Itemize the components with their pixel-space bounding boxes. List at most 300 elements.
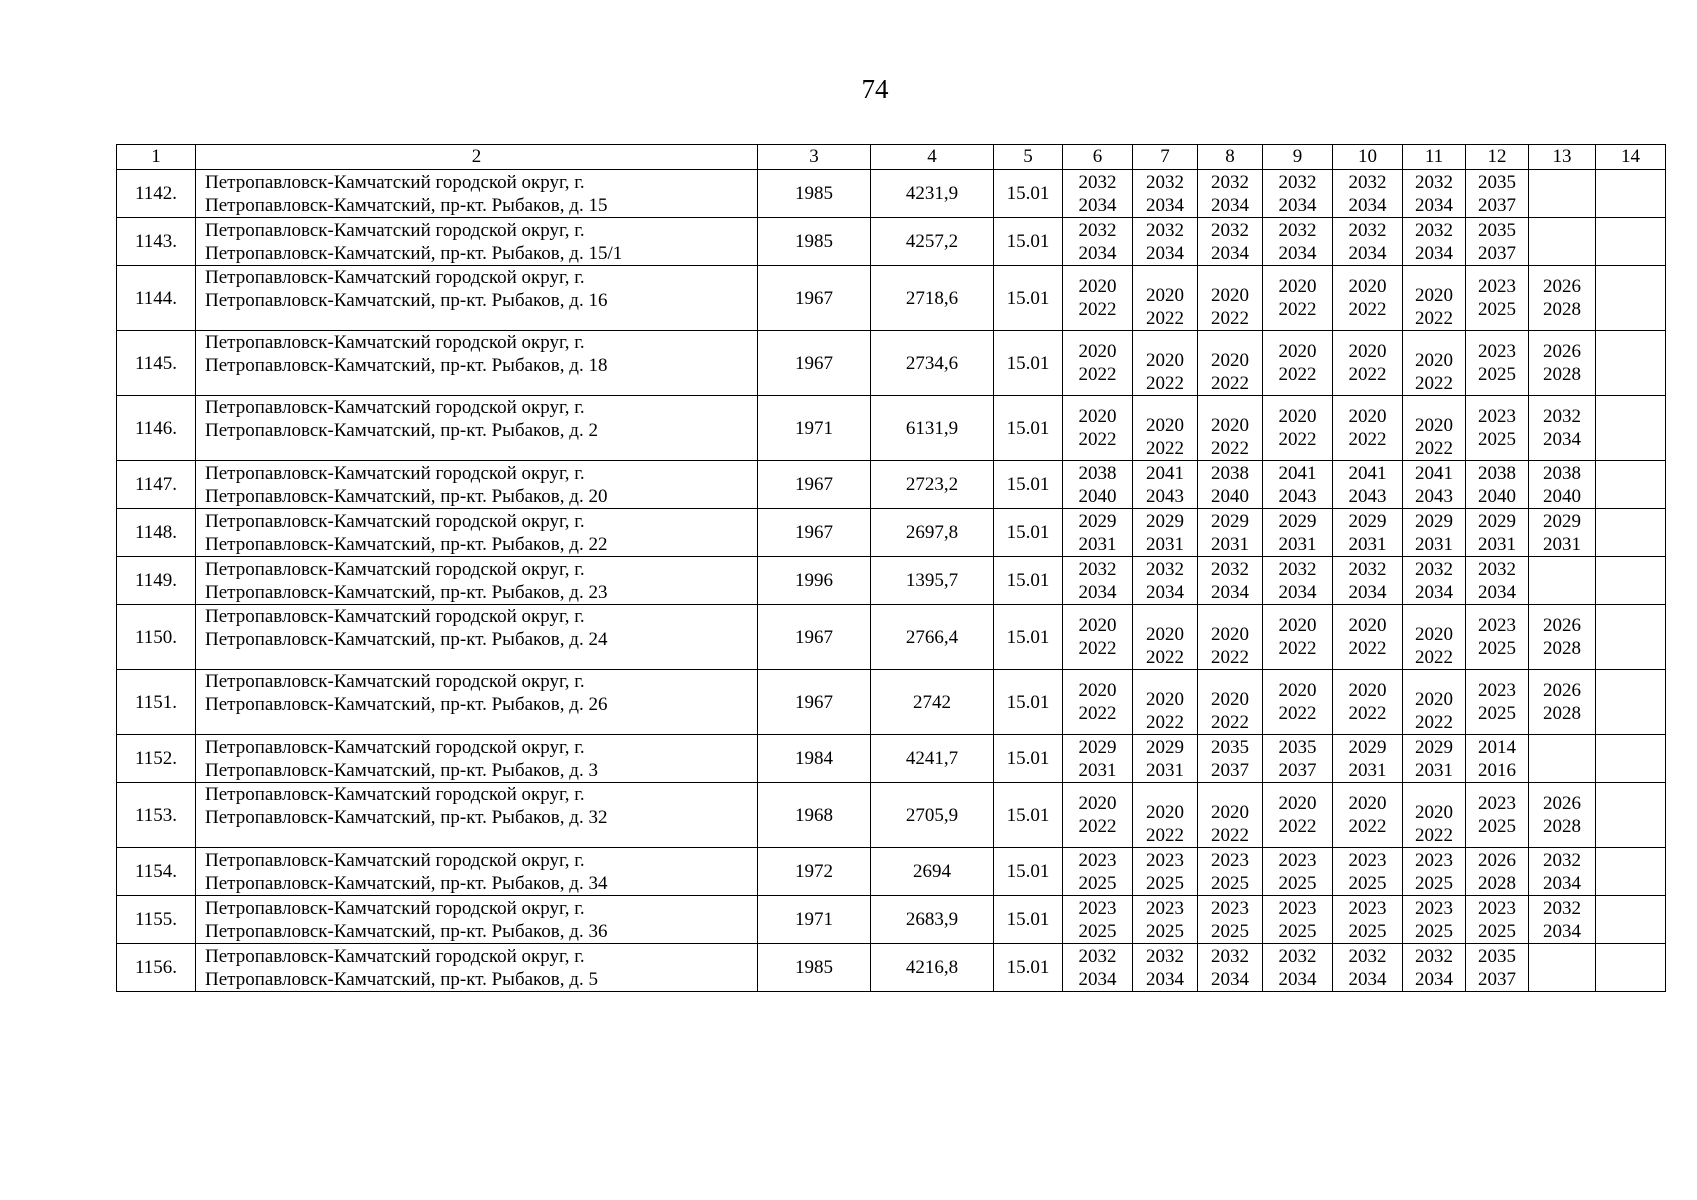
period-start-year: 2014 — [1478, 736, 1516, 758]
period-start-year: 2020 — [1211, 624, 1249, 645]
period-start-year: 2020 — [1415, 285, 1453, 306]
period-start-year: 2032 — [1146, 219, 1184, 241]
period-start-year: 2023 — [1478, 680, 1516, 701]
construction-year-cell: 1971 — [758, 896, 871, 944]
row-number-cell: 1152. — [117, 735, 196, 783]
period-cell — [1063, 670, 1133, 735]
row-number-cell: 1150. — [117, 605, 196, 670]
period-cell — [1198, 266, 1263, 331]
period-end-year: 2016 — [1478, 759, 1516, 781]
period-end-year: 2022 — [1278, 429, 1317, 450]
period-end-year: 2034 — [1278, 581, 1317, 603]
period-start-year: 2029 — [1211, 510, 1249, 532]
period-cell — [1529, 557, 1596, 605]
period-end-year: 2034 — [1211, 242, 1249, 264]
period-cell — [1263, 461, 1333, 509]
period-end-year: 2031 — [1146, 759, 1184, 781]
page-number: 74 — [861, 74, 889, 104]
address-line-1: Петропавловск-Камчатский городской округ, г. — [205, 510, 585, 532]
address-cell — [196, 735, 758, 783]
period-end-year: 2034 — [1278, 968, 1317, 990]
construction-year-cell: 1985 — [758, 170, 871, 218]
address-line-2: Петропавловск-Камчатский, пр-кт. Рыбаков, д. 15 — [205, 194, 608, 216]
area-cell: 1395,7 — [871, 557, 994, 605]
period-cell — [1198, 218, 1263, 266]
period-cell — [1133, 509, 1198, 557]
period-cell — [1333, 266, 1403, 331]
period-cell — [1063, 735, 1133, 783]
period-end-year: 2031 — [1211, 533, 1249, 555]
period-end-year: 2022 — [1348, 703, 1387, 724]
period-start-year: 2020 — [1415, 415, 1453, 436]
period-end-year: 2040 — [1078, 485, 1117, 507]
period-start-year: 2029 — [1078, 736, 1117, 758]
address-line-2: Петропавловск-Камчатский, пр-кт. Рыбаков, д. 15/1 — [205, 242, 623, 264]
period-cell — [1198, 396, 1263, 461]
period-start-year: 2020 — [1348, 680, 1387, 701]
period-cell — [1529, 266, 1596, 331]
period-end-year: 2022 — [1415, 647, 1453, 668]
period-end-year: 2028 — [1543, 299, 1581, 320]
period-cell — [1063, 461, 1133, 509]
period-cell — [1333, 218, 1403, 266]
period-start-year: 2026 — [1543, 680, 1581, 701]
code-cell: 15.01 — [994, 670, 1063, 735]
column-number: 8 — [1198, 145, 1263, 170]
period-cell — [1466, 396, 1529, 461]
address-line-2: Петропавловск-Камчатский, пр-кт. Рыбаков, д. 36 — [205, 920, 608, 942]
period-end-year: 2031 — [1146, 533, 1184, 555]
period-start-year: 2023 — [1478, 897, 1516, 919]
table-row — [117, 944, 1666, 992]
period-cell — [1529, 896, 1596, 944]
period-end-year: 2022 — [1211, 712, 1249, 733]
period-end-year: 2034 — [1348, 242, 1387, 264]
address-cell — [196, 896, 758, 944]
area-cell: 4216,8 — [871, 944, 994, 992]
period-cell — [1063, 605, 1133, 670]
construction-year-cell: 1967 — [758, 605, 871, 670]
period-end-year: 2037 — [1211, 759, 1249, 781]
period-cell — [1529, 396, 1596, 461]
address-line-2: Петропавловск-Камчатский, пр-кт. Рыбаков, д. 32 — [205, 807, 608, 828]
row-number-cell: 1148. — [117, 509, 196, 557]
period-cell — [1063, 944, 1133, 992]
period-end-year: 2022 — [1078, 364, 1117, 385]
period-end-year: 2022 — [1348, 429, 1387, 450]
address-line-1: Петропавловск-Камчатский городской округ, г. — [205, 171, 585, 193]
column-number: 6 — [1063, 145, 1133, 170]
column-number: 11 — [1403, 145, 1466, 170]
period-cell — [1596, 509, 1666, 557]
column-number: 1 — [117, 145, 196, 170]
period-end-year: 2025 — [1478, 429, 1516, 450]
period-end-year: 2034 — [1543, 872, 1581, 894]
period-cell — [1063, 896, 1133, 944]
code-cell: 15.01 — [994, 509, 1063, 557]
period-start-year: 2032 — [1146, 171, 1184, 193]
period-start-year: 2029 — [1348, 510, 1387, 532]
period-end-year: 2037 — [1478, 242, 1516, 264]
period-cell — [1403, 896, 1466, 944]
period-start-year: 2020 — [1146, 415, 1184, 436]
period-start-year: 2032 — [1278, 558, 1317, 580]
period-start-year: 2029 — [1146, 510, 1184, 532]
period-cell — [1063, 266, 1133, 331]
period-start-year: 2032 — [1078, 171, 1117, 193]
period-start-year: 2032 — [1078, 558, 1117, 580]
area-cell: 4241,7 — [871, 735, 994, 783]
period-cell — [1529, 783, 1596, 848]
area-cell: 2742 — [871, 670, 994, 735]
period-start-year: 2035 — [1278, 736, 1317, 758]
table-row — [117, 735, 1666, 783]
period-end-year: 2034 — [1478, 581, 1516, 603]
period-start-year: 2020 — [1211, 802, 1249, 823]
construction-year-cell: 1967 — [758, 509, 871, 557]
address-cell — [196, 170, 758, 218]
period-end-year: 2031 — [1543, 533, 1581, 555]
period-end-year: 2022 — [1415, 438, 1453, 459]
period-cell — [1133, 783, 1198, 848]
period-start-year: 2023 — [1278, 849, 1317, 871]
period-end-year: 2031 — [1078, 759, 1117, 781]
table-row — [117, 557, 1666, 605]
period-cell — [1403, 396, 1466, 461]
period-cell — [1263, 944, 1333, 992]
period-end-year: 2043 — [1278, 485, 1317, 507]
period-start-year: 2020 — [1146, 624, 1184, 645]
period-cell — [1133, 896, 1198, 944]
address-line-2: Петропавловск-Камчатский, пр-кт. Рыбаков, д. 18 — [205, 355, 608, 376]
period-end-year: 2022 — [1415, 308, 1453, 329]
period-cell — [1063, 848, 1133, 896]
period-cell — [1333, 944, 1403, 992]
period-end-year: 2022 — [1348, 299, 1387, 320]
period-cell — [1333, 509, 1403, 557]
period-start-year: 2023 — [1211, 849, 1249, 871]
period-cell — [1263, 266, 1333, 331]
period-start-year: 2032 — [1146, 945, 1184, 967]
period-cell — [1596, 218, 1666, 266]
period-end-year: 2025 — [1211, 920, 1249, 942]
period-cell — [1133, 170, 1198, 218]
period-start-year: 2029 — [1278, 510, 1317, 532]
period-end-year: 2031 — [1348, 759, 1387, 781]
address-cell — [196, 670, 758, 735]
period-cell — [1333, 396, 1403, 461]
period-start-year: 2032 — [1348, 219, 1387, 241]
row-number-cell: 1156. — [117, 944, 196, 992]
period-cell — [1466, 944, 1529, 992]
period-end-year: 2022 — [1078, 299, 1117, 320]
construction-year-cell: 1968 — [758, 783, 871, 848]
period-cell — [1263, 396, 1333, 461]
period-start-year: 2032 — [1146, 558, 1184, 580]
period-start-year: 2029 — [1146, 736, 1184, 758]
period-start-year: 2023 — [1211, 897, 1249, 919]
period-end-year: 2025 — [1078, 920, 1117, 942]
row-number-cell: 1144. — [117, 266, 196, 331]
period-start-year: 2038 — [1543, 462, 1581, 484]
period-end-year: 2025 — [1146, 872, 1184, 894]
period-start-year: 2032 — [1415, 219, 1453, 241]
period-cell — [1596, 557, 1666, 605]
period-cell — [1529, 331, 1596, 396]
period-cell — [1466, 605, 1529, 670]
period-cell — [1403, 170, 1466, 218]
table-body — [117, 145, 1666, 992]
period-start-year: 2029 — [1415, 736, 1453, 758]
address-cell — [196, 509, 758, 557]
period-start-year: 2032 — [1278, 219, 1317, 241]
construction-year-cell: 1985 — [758, 944, 871, 992]
period-end-year: 2037 — [1478, 194, 1516, 216]
period-end-year: 2034 — [1078, 242, 1117, 264]
period-cell — [1403, 670, 1466, 735]
period-end-year: 2028 — [1543, 638, 1581, 659]
period-cell — [1133, 396, 1198, 461]
period-start-year: 2035 — [1478, 171, 1516, 193]
period-end-year: 2034 — [1278, 194, 1317, 216]
column-number: 12 — [1466, 145, 1529, 170]
address-line-2: Петропавловск-Камчатский, пр-кт. Рыбаков, д. 5 — [205, 968, 598, 990]
table-row — [117, 218, 1666, 266]
period-end-year: 2025 — [1078, 872, 1117, 894]
period-cell — [1403, 735, 1466, 783]
period-start-year: 2020 — [1348, 615, 1387, 636]
period-cell — [1596, 605, 1666, 670]
period-end-year: 2037 — [1278, 759, 1317, 781]
period-end-year: 2031 — [1078, 533, 1117, 555]
period-end-year: 2034 — [1348, 968, 1387, 990]
period-start-year: 2032 — [1415, 171, 1453, 193]
address-line-1: Петропавловск-Камчатский городской округ, г. — [205, 558, 585, 580]
period-end-year: 2034 — [1078, 581, 1117, 603]
address-cell — [196, 944, 758, 992]
period-start-year: 2020 — [1211, 350, 1249, 371]
construction-year-cell: 1984 — [758, 735, 871, 783]
address-cell — [196, 557, 758, 605]
period-end-year: 2025 — [1415, 920, 1453, 942]
column-number: 4 — [871, 145, 994, 170]
period-start-year: 2029 — [1348, 736, 1387, 758]
address-line-2: Петропавловск-Камчатский, пр-кт. Рыбаков, д. 23 — [205, 581, 608, 603]
period-end-year: 2031 — [1278, 533, 1317, 555]
table-row — [117, 509, 1666, 557]
period-start-year: 2023 — [1415, 897, 1453, 919]
period-end-year: 2034 — [1078, 194, 1117, 216]
period-cell — [1529, 670, 1596, 735]
period-end-year: 2025 — [1211, 872, 1249, 894]
period-start-year: 2023 — [1478, 793, 1516, 814]
period-cell — [1063, 170, 1133, 218]
address-line-1: Петропавловск-Камчатский городской округ, г. — [205, 397, 585, 418]
period-end-year: 2037 — [1478, 968, 1516, 990]
period-cell — [1466, 218, 1529, 266]
table-row — [117, 605, 1666, 670]
period-end-year: 2034 — [1543, 429, 1581, 450]
period-cell — [1133, 670, 1198, 735]
address-cell — [196, 605, 758, 670]
period-cell — [1198, 783, 1263, 848]
period-start-year: 2020 — [1278, 276, 1317, 297]
period-end-year: 2034 — [1415, 968, 1453, 990]
period-end-year: 2022 — [1146, 825, 1184, 846]
period-cell — [1198, 735, 1263, 783]
period-start-year: 2020 — [1348, 276, 1387, 297]
period-end-year: 2028 — [1543, 816, 1581, 837]
period-start-year: 2020 — [1278, 615, 1317, 636]
construction-year-cell: 1996 — [758, 557, 871, 605]
period-end-year: 2022 — [1348, 638, 1387, 659]
area-cell: 2723,2 — [871, 461, 994, 509]
row-number-cell: 1142. — [117, 170, 196, 218]
address-line-1: Петропавловск-Камчатский городской округ, г. — [205, 462, 585, 484]
address-line-2: Петропавловск-Камчатский, пр-кт. Рыбаков, д. 2 — [205, 420, 598, 441]
period-start-year: 2032 — [1278, 945, 1317, 967]
period-end-year: 2022 — [1078, 703, 1117, 724]
period-end-year: 2022 — [1078, 638, 1117, 659]
period-end-year: 2022 — [1146, 438, 1184, 459]
area-cell: 2694 — [871, 848, 994, 896]
period-start-year: 2020 — [1078, 793, 1117, 814]
period-start-year: 2020 — [1415, 802, 1453, 823]
period-cell — [1596, 783, 1666, 848]
period-cell — [1133, 944, 1198, 992]
period-end-year: 2034 — [1543, 920, 1581, 942]
period-start-year: 2026 — [1543, 793, 1581, 814]
period-end-year: 2022 — [1146, 308, 1184, 329]
period-start-year: 2032 — [1415, 945, 1453, 967]
period-end-year: 2040 — [1478, 485, 1516, 507]
period-end-year: 2025 — [1146, 920, 1184, 942]
period-cell — [1333, 670, 1403, 735]
period-start-year: 2020 — [1278, 793, 1317, 814]
period-cell — [1133, 735, 1198, 783]
period-start-year: 2020 — [1278, 406, 1317, 427]
period-cell — [1263, 331, 1333, 396]
period-end-year: 2022 — [1348, 364, 1387, 385]
period-start-year: 2041 — [1415, 462, 1453, 484]
row-number-cell: 1143. — [117, 218, 196, 266]
period-cell — [1529, 509, 1596, 557]
code-cell: 15.01 — [994, 461, 1063, 509]
period-start-year: 2020 — [1146, 689, 1184, 710]
period-cell — [1403, 605, 1466, 670]
period-start-year: 2023 — [1348, 849, 1387, 871]
period-cell — [1529, 944, 1596, 992]
period-end-year: 2022 — [1211, 308, 1249, 329]
area-cell: 2734,6 — [871, 331, 994, 396]
period-start-year: 2020 — [1348, 406, 1387, 427]
period-cell — [1466, 735, 1529, 783]
period-cell — [1263, 735, 1333, 783]
period-cell — [1198, 944, 1263, 992]
period-start-year: 2023 — [1478, 276, 1516, 297]
period-start-year: 2023 — [1146, 849, 1184, 871]
period-end-year: 2022 — [1415, 712, 1453, 733]
address-line-1: Петропавловск-Камчатский городской округ, г. — [205, 267, 585, 288]
code-cell: 15.01 — [994, 783, 1063, 848]
period-end-year: 2022 — [1278, 816, 1317, 837]
row-number-cell: 1154. — [117, 848, 196, 896]
period-start-year: 2032 — [1211, 558, 1249, 580]
period-cell — [1466, 331, 1529, 396]
address-cell — [196, 848, 758, 896]
area-cell: 6131,9 — [871, 396, 994, 461]
period-end-year: 2022 — [1278, 364, 1317, 385]
period-start-year: 2038 — [1478, 462, 1516, 484]
period-cell — [1063, 783, 1133, 848]
period-start-year: 2035 — [1478, 219, 1516, 241]
period-start-year: 2026 — [1478, 849, 1516, 871]
construction-year-cell: 1985 — [758, 218, 871, 266]
period-end-year: 2025 — [1478, 920, 1516, 942]
period-cell — [1529, 170, 1596, 218]
period-start-year: 2041 — [1146, 462, 1184, 484]
row-number-cell: 1151. — [117, 670, 196, 735]
period-cell — [1596, 266, 1666, 331]
period-cell — [1263, 557, 1333, 605]
period-start-year: 2023 — [1348, 897, 1387, 919]
period-end-year: 2031 — [1348, 533, 1387, 555]
period-start-year: 2020 — [1415, 624, 1453, 645]
period-cell — [1403, 944, 1466, 992]
column-number: 14 — [1596, 145, 1666, 170]
period-cell — [1596, 331, 1666, 396]
code-cell: 15.01 — [994, 170, 1063, 218]
period-cell — [1198, 670, 1263, 735]
period-cell — [1529, 735, 1596, 783]
period-start-year: 2020 — [1348, 341, 1387, 362]
address-line-1: Петропавловск-Камчатский городской округ, г. — [205, 849, 585, 871]
area-cell: 2683,9 — [871, 896, 994, 944]
code-cell: 15.01 — [994, 944, 1063, 992]
table-row — [117, 670, 1666, 735]
address-line-2: Петропавловск-Камчатский, пр-кт. Рыбаков, д. 26 — [205, 694, 608, 715]
period-end-year: 2022 — [1278, 638, 1317, 659]
period-cell — [1133, 218, 1198, 266]
period-end-year: 2034 — [1348, 194, 1387, 216]
row-number-cell: 1147. — [117, 461, 196, 509]
period-end-year: 2022 — [1348, 816, 1387, 837]
period-cell — [1333, 170, 1403, 218]
period-cell — [1403, 783, 1466, 848]
period-cell — [1403, 848, 1466, 896]
period-cell — [1333, 735, 1403, 783]
period-end-year: 2022 — [1146, 712, 1184, 733]
period-start-year: 2032 — [1211, 219, 1249, 241]
period-cell — [1063, 509, 1133, 557]
column-number: 13 — [1529, 145, 1596, 170]
address-line-1: Петропавловск-Камчатский городской округ, г. — [205, 332, 585, 353]
column-number: 9 — [1263, 145, 1333, 170]
period-cell — [1198, 461, 1263, 509]
period-end-year: 2034 — [1211, 968, 1249, 990]
period-cell — [1263, 218, 1333, 266]
period-start-year: 2023 — [1478, 341, 1516, 362]
address-cell — [196, 331, 758, 396]
period-end-year: 2028 — [1478, 872, 1516, 894]
period-end-year: 2034 — [1415, 242, 1453, 264]
period-end-year: 2034 — [1348, 581, 1387, 603]
period-cell — [1466, 783, 1529, 848]
area-cell: 2718,6 — [871, 266, 994, 331]
period-cell — [1263, 848, 1333, 896]
period-start-year: 2032 — [1348, 171, 1387, 193]
period-cell — [1133, 557, 1198, 605]
